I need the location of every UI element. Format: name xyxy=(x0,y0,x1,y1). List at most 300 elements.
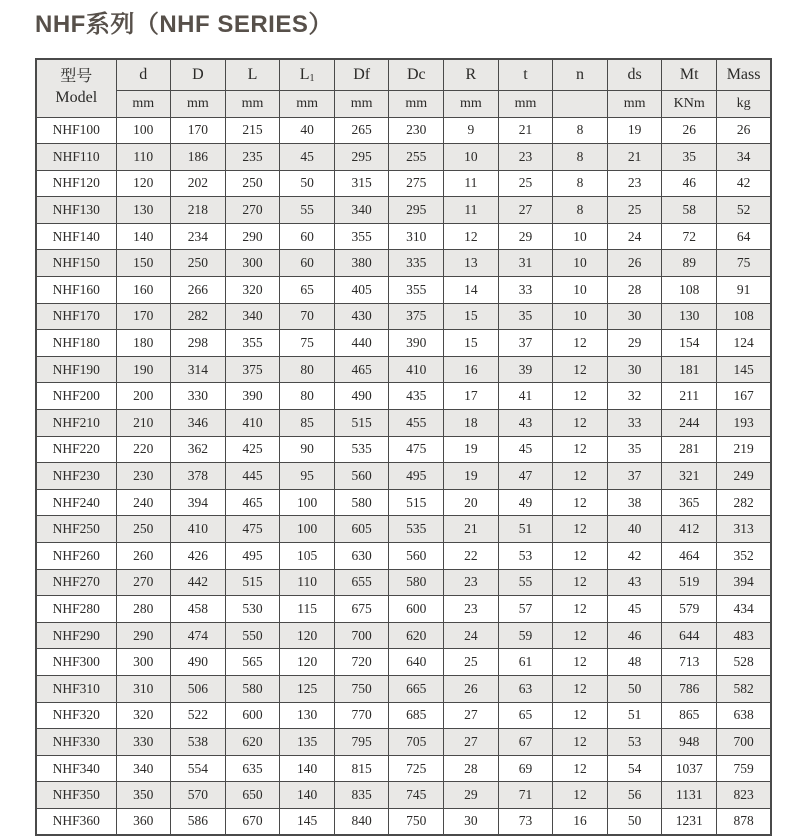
table-row xyxy=(36,303,771,330)
value-cell: 200 xyxy=(116,383,171,410)
value-cell: 9 xyxy=(444,117,499,144)
value-cell: 43 xyxy=(498,410,553,437)
value-cell: 45 xyxy=(280,144,335,171)
value-cell: 298 xyxy=(171,330,226,357)
value-cell: 330 xyxy=(171,383,226,410)
value-cell: 60 xyxy=(280,223,335,250)
value-cell: 580 xyxy=(225,675,280,702)
value-cell: 1231 xyxy=(662,808,717,835)
value-cell: 51 xyxy=(607,702,662,729)
value-cell: 464 xyxy=(662,543,717,570)
value-cell: 30 xyxy=(607,356,662,383)
value-cell: 27 xyxy=(444,729,499,756)
value-cell: 340 xyxy=(334,197,389,224)
value-cell: 394 xyxy=(717,569,772,596)
value-cell: 56 xyxy=(607,782,662,809)
column-header-subscript: 1 xyxy=(309,72,315,84)
value-cell: 17 xyxy=(444,383,499,410)
value-cell: 29 xyxy=(444,782,499,809)
value-cell: 405 xyxy=(334,277,389,304)
model-cell: NHF250 xyxy=(36,516,116,543)
value-cell: 355 xyxy=(389,277,444,304)
value-cell: 295 xyxy=(389,197,444,224)
value-cell: 55 xyxy=(280,197,335,224)
value-cell: 12 xyxy=(553,489,608,516)
model-cell: NHF190 xyxy=(36,356,116,383)
value-cell: 72 xyxy=(662,223,717,250)
value-cell: 25 xyxy=(444,649,499,676)
column-unit: mm xyxy=(334,90,389,117)
value-cell: 620 xyxy=(389,622,444,649)
value-cell: 140 xyxy=(280,755,335,782)
value-cell: 210 xyxy=(116,410,171,437)
value-cell: 410 xyxy=(225,410,280,437)
value-cell: 120 xyxy=(280,622,335,649)
value-cell: 535 xyxy=(334,436,389,463)
value-cell: 550 xyxy=(225,622,280,649)
value-cell: 300 xyxy=(116,649,171,676)
value-cell: 12 xyxy=(553,569,608,596)
column-header: t xyxy=(498,59,553,90)
value-cell: 30 xyxy=(607,303,662,330)
value-cell: 91 xyxy=(717,277,772,304)
column-header: ds xyxy=(607,59,662,90)
value-cell: 250 xyxy=(171,250,226,277)
value-cell: 375 xyxy=(389,303,444,330)
value-cell: 490 xyxy=(171,649,226,676)
value-cell: 39 xyxy=(498,356,553,383)
value-cell: 244 xyxy=(662,410,717,437)
value-cell: 10 xyxy=(553,223,608,250)
column-unit: KNm xyxy=(662,90,717,117)
value-cell: 442 xyxy=(171,569,226,596)
spec-table xyxy=(35,58,772,836)
value-cell: 458 xyxy=(171,596,226,623)
value-cell: 346 xyxy=(171,410,226,437)
value-cell: 85 xyxy=(280,410,335,437)
value-cell: 390 xyxy=(225,383,280,410)
column-unit: mm xyxy=(444,90,499,117)
column-unit: mm xyxy=(280,90,335,117)
model-cell: NHF180 xyxy=(36,330,116,357)
value-cell: 530 xyxy=(225,596,280,623)
model-cell: NHF170 xyxy=(36,303,116,330)
value-cell: 8 xyxy=(553,144,608,171)
value-cell: 770 xyxy=(334,702,389,729)
value-cell: 948 xyxy=(662,729,717,756)
table-row xyxy=(36,144,771,171)
value-cell: 675 xyxy=(334,596,389,623)
value-cell: 720 xyxy=(334,649,389,676)
model-cell: NHF200 xyxy=(36,383,116,410)
model-cell: NHF280 xyxy=(36,596,116,623)
value-cell: 29 xyxy=(498,223,553,250)
value-cell: 150 xyxy=(116,250,171,277)
table-row xyxy=(36,729,771,756)
value-cell: 167 xyxy=(717,383,772,410)
value-cell: 355 xyxy=(334,223,389,250)
value-cell: 313 xyxy=(717,516,772,543)
value-cell: 186 xyxy=(171,144,226,171)
value-cell: 110 xyxy=(280,569,335,596)
value-cell: 435 xyxy=(389,383,444,410)
value-cell: 352 xyxy=(717,543,772,570)
value-cell: 211 xyxy=(662,383,717,410)
table-row xyxy=(36,675,771,702)
value-cell: 124 xyxy=(717,330,772,357)
header-unit-row xyxy=(36,90,771,117)
value-cell: 240 xyxy=(116,489,171,516)
value-cell: 45 xyxy=(498,436,553,463)
column-header: R xyxy=(444,59,499,90)
value-cell: 412 xyxy=(662,516,717,543)
value-cell: 90 xyxy=(280,436,335,463)
value-cell: 786 xyxy=(662,675,717,702)
value-cell: 630 xyxy=(334,543,389,570)
value-cell: 12 xyxy=(553,729,608,756)
column-header: n xyxy=(553,59,608,90)
value-cell: 640 xyxy=(389,649,444,676)
value-cell: 815 xyxy=(334,755,389,782)
table-row xyxy=(36,117,771,144)
page-title: NHF系列（NHF SERIES） xyxy=(35,11,333,38)
value-cell: 58 xyxy=(662,197,717,224)
column-unit: kg xyxy=(717,90,772,117)
value-cell: 390 xyxy=(389,330,444,357)
value-cell: 759 xyxy=(717,755,772,782)
value-cell: 535 xyxy=(389,516,444,543)
value-cell: 375 xyxy=(225,356,280,383)
value-cell: 750 xyxy=(389,808,444,835)
value-cell: 700 xyxy=(717,729,772,756)
value-cell: 380 xyxy=(334,250,389,277)
model-cell: NHF160 xyxy=(36,277,116,304)
table-row xyxy=(36,596,771,623)
value-cell: 12 xyxy=(553,330,608,357)
value-cell: 600 xyxy=(225,702,280,729)
value-cell: 37 xyxy=(607,463,662,490)
value-cell: 260 xyxy=(116,543,171,570)
model-header-en: Model xyxy=(55,89,98,107)
value-cell: 53 xyxy=(498,543,553,570)
value-cell: 29 xyxy=(607,330,662,357)
value-cell: 840 xyxy=(334,808,389,835)
value-cell: 30 xyxy=(444,808,499,835)
value-cell: 145 xyxy=(717,356,772,383)
value-cell: 515 xyxy=(334,410,389,437)
value-cell: 65 xyxy=(498,702,553,729)
value-cell: 8 xyxy=(553,170,608,197)
value-cell: 130 xyxy=(662,303,717,330)
value-cell: 320 xyxy=(225,277,280,304)
value-cell: 41 xyxy=(498,383,553,410)
value-cell: 47 xyxy=(498,463,553,490)
column-header: Df xyxy=(334,59,389,90)
model-cell: NHF350 xyxy=(36,782,116,809)
value-cell: 474 xyxy=(171,622,226,649)
value-cell: 823 xyxy=(717,782,772,809)
value-cell: 605 xyxy=(334,516,389,543)
value-cell: 108 xyxy=(717,303,772,330)
value-cell: 670 xyxy=(225,808,280,835)
value-cell: 235 xyxy=(225,144,280,171)
value-cell: 19 xyxy=(444,463,499,490)
value-cell: 394 xyxy=(171,489,226,516)
value-cell: 355 xyxy=(225,330,280,357)
value-cell: 290 xyxy=(225,223,280,250)
spec-table-header xyxy=(36,59,771,117)
value-cell: 27 xyxy=(498,197,553,224)
value-cell: 12 xyxy=(553,596,608,623)
value-cell: 65 xyxy=(280,277,335,304)
table-row xyxy=(36,569,771,596)
value-cell: 522 xyxy=(171,702,226,729)
value-cell: 266 xyxy=(171,277,226,304)
value-cell: 300 xyxy=(225,250,280,277)
value-cell: 745 xyxy=(389,782,444,809)
model-cell: NHF260 xyxy=(36,543,116,570)
value-cell: 554 xyxy=(171,755,226,782)
value-cell: 362 xyxy=(171,436,226,463)
table-row xyxy=(36,330,771,357)
value-cell: 42 xyxy=(717,170,772,197)
model-cell: NHF110 xyxy=(36,144,116,171)
value-cell: 11 xyxy=(444,197,499,224)
value-cell: 282 xyxy=(171,303,226,330)
value-cell: 12 xyxy=(553,622,608,649)
value-cell: 295 xyxy=(334,144,389,171)
value-cell: 12 xyxy=(553,410,608,437)
value-cell: 440 xyxy=(334,330,389,357)
value-cell: 570 xyxy=(171,782,226,809)
value-cell: 275 xyxy=(389,170,444,197)
table-row xyxy=(36,250,771,277)
value-cell: 100 xyxy=(280,489,335,516)
column-unit: mm xyxy=(225,90,280,117)
value-cell: 410 xyxy=(389,356,444,383)
value-cell: 110 xyxy=(116,144,171,171)
value-cell: 495 xyxy=(389,463,444,490)
value-cell: 215 xyxy=(225,117,280,144)
value-cell: 528 xyxy=(717,649,772,676)
value-cell: 600 xyxy=(389,596,444,623)
value-cell: 26 xyxy=(662,117,717,144)
value-cell: 45 xyxy=(607,596,662,623)
value-cell: 255 xyxy=(389,144,444,171)
column-header: D xyxy=(171,59,226,90)
value-cell: 713 xyxy=(662,649,717,676)
value-cell: 475 xyxy=(225,516,280,543)
value-cell: 1131 xyxy=(662,782,717,809)
value-cell: 445 xyxy=(225,463,280,490)
model-cell: NHF360 xyxy=(36,808,116,835)
model-cell: NHF290 xyxy=(36,622,116,649)
value-cell: 519 xyxy=(662,569,717,596)
value-cell: 12 xyxy=(553,463,608,490)
value-cell: 25 xyxy=(498,170,553,197)
value-cell: 46 xyxy=(607,622,662,649)
table-row xyxy=(36,649,771,676)
value-cell: 16 xyxy=(553,808,608,835)
value-cell: 135 xyxy=(280,729,335,756)
table-row xyxy=(36,410,771,437)
column-unit xyxy=(553,90,608,117)
value-cell: 12 xyxy=(553,649,608,676)
value-cell: 10 xyxy=(553,303,608,330)
value-cell: 50 xyxy=(280,170,335,197)
value-cell: 60 xyxy=(280,250,335,277)
value-cell: 25 xyxy=(607,197,662,224)
value-cell: 12 xyxy=(553,675,608,702)
spec-table-body xyxy=(36,117,771,835)
value-cell: 22 xyxy=(444,543,499,570)
value-cell: 483 xyxy=(717,622,772,649)
value-cell: 14 xyxy=(444,277,499,304)
value-cell: 12 xyxy=(553,702,608,729)
value-cell: 32 xyxy=(607,383,662,410)
value-cell: 579 xyxy=(662,596,717,623)
value-cell: 190 xyxy=(116,356,171,383)
value-cell: 19 xyxy=(607,117,662,144)
value-cell: 465 xyxy=(334,356,389,383)
model-cell: NHF140 xyxy=(36,223,116,250)
model-cell: NHF310 xyxy=(36,675,116,702)
table-row xyxy=(36,808,771,835)
value-cell: 8 xyxy=(553,117,608,144)
value-cell: 26 xyxy=(607,250,662,277)
value-cell: 95 xyxy=(280,463,335,490)
model-header-zh: 型号 xyxy=(60,68,93,86)
value-cell: 560 xyxy=(389,543,444,570)
table-row xyxy=(36,489,771,516)
table-row xyxy=(36,463,771,490)
value-cell: 10 xyxy=(553,277,608,304)
value-cell: 125 xyxy=(280,675,335,702)
value-cell: 23 xyxy=(444,569,499,596)
value-cell: 665 xyxy=(389,675,444,702)
value-cell: 28 xyxy=(607,277,662,304)
value-cell: 31 xyxy=(498,250,553,277)
model-cell: NHF210 xyxy=(36,410,116,437)
value-cell: 35 xyxy=(607,436,662,463)
value-cell: 350 xyxy=(116,782,171,809)
value-cell: 314 xyxy=(171,356,226,383)
value-cell: 506 xyxy=(171,675,226,702)
value-cell: 12 xyxy=(553,436,608,463)
value-cell: 655 xyxy=(334,569,389,596)
value-cell: 620 xyxy=(225,729,280,756)
value-cell: 89 xyxy=(662,250,717,277)
model-cell: NHF230 xyxy=(36,463,116,490)
value-cell: 310 xyxy=(116,675,171,702)
value-cell: 650 xyxy=(225,782,280,809)
value-cell: 170 xyxy=(171,117,226,144)
value-cell: 586 xyxy=(171,808,226,835)
value-cell: 281 xyxy=(662,436,717,463)
value-cell: 100 xyxy=(116,117,171,144)
value-cell: 321 xyxy=(662,463,717,490)
value-cell: 43 xyxy=(607,569,662,596)
value-cell: 61 xyxy=(498,649,553,676)
value-cell: 795 xyxy=(334,729,389,756)
value-cell: 100 xyxy=(280,516,335,543)
value-cell: 23 xyxy=(607,170,662,197)
value-cell: 340 xyxy=(116,755,171,782)
column-unit: mm xyxy=(498,90,553,117)
model-cell: NHF100 xyxy=(36,117,116,144)
value-cell: 434 xyxy=(717,596,772,623)
value-cell: 23 xyxy=(444,596,499,623)
value-cell: 46 xyxy=(662,170,717,197)
model-cell: NHF150 xyxy=(36,250,116,277)
value-cell: 33 xyxy=(607,410,662,437)
value-cell: 28 xyxy=(444,755,499,782)
value-cell: 455 xyxy=(389,410,444,437)
value-cell: 515 xyxy=(389,489,444,516)
value-cell: 700 xyxy=(334,622,389,649)
value-cell: 19 xyxy=(444,436,499,463)
value-cell: 21 xyxy=(607,144,662,171)
value-cell: 335 xyxy=(389,250,444,277)
value-cell: 69 xyxy=(498,755,553,782)
value-cell: 193 xyxy=(717,410,772,437)
value-cell: 80 xyxy=(280,383,335,410)
value-cell: 12 xyxy=(553,782,608,809)
value-cell: 15 xyxy=(444,303,499,330)
value-cell: 54 xyxy=(607,755,662,782)
value-cell: 59 xyxy=(498,622,553,649)
model-column-header xyxy=(36,59,116,117)
value-cell: 230 xyxy=(389,117,444,144)
value-cell: 24 xyxy=(444,622,499,649)
value-cell: 725 xyxy=(389,755,444,782)
table-row xyxy=(36,543,771,570)
model-cell: NHF320 xyxy=(36,702,116,729)
value-cell: 515 xyxy=(225,569,280,596)
value-cell: 638 xyxy=(717,702,772,729)
value-cell: 475 xyxy=(389,436,444,463)
column-unit: mm xyxy=(389,90,444,117)
value-cell: 160 xyxy=(116,277,171,304)
value-cell: 64 xyxy=(717,223,772,250)
value-cell: 51 xyxy=(498,516,553,543)
value-cell: 23 xyxy=(498,144,553,171)
value-cell: 218 xyxy=(171,197,226,224)
value-cell: 310 xyxy=(389,223,444,250)
table-row xyxy=(36,436,771,463)
value-cell: 105 xyxy=(280,543,335,570)
value-cell: 290 xyxy=(116,622,171,649)
value-cell: 73 xyxy=(498,808,553,835)
value-cell: 249 xyxy=(717,463,772,490)
column-unit: mm xyxy=(171,90,226,117)
column-unit: mm xyxy=(116,90,171,117)
value-cell: 202 xyxy=(171,170,226,197)
value-cell: 12 xyxy=(553,356,608,383)
value-cell: 270 xyxy=(225,197,280,224)
model-cell: NHF220 xyxy=(36,436,116,463)
value-cell: 750 xyxy=(334,675,389,702)
value-cell: 49 xyxy=(498,489,553,516)
value-cell: 154 xyxy=(662,330,717,357)
value-cell: 580 xyxy=(389,569,444,596)
model-cell: NHF300 xyxy=(36,649,116,676)
value-cell: 180 xyxy=(116,330,171,357)
table-row xyxy=(36,755,771,782)
value-cell: 10 xyxy=(444,144,499,171)
column-header: d xyxy=(116,59,171,90)
value-cell: 425 xyxy=(225,436,280,463)
